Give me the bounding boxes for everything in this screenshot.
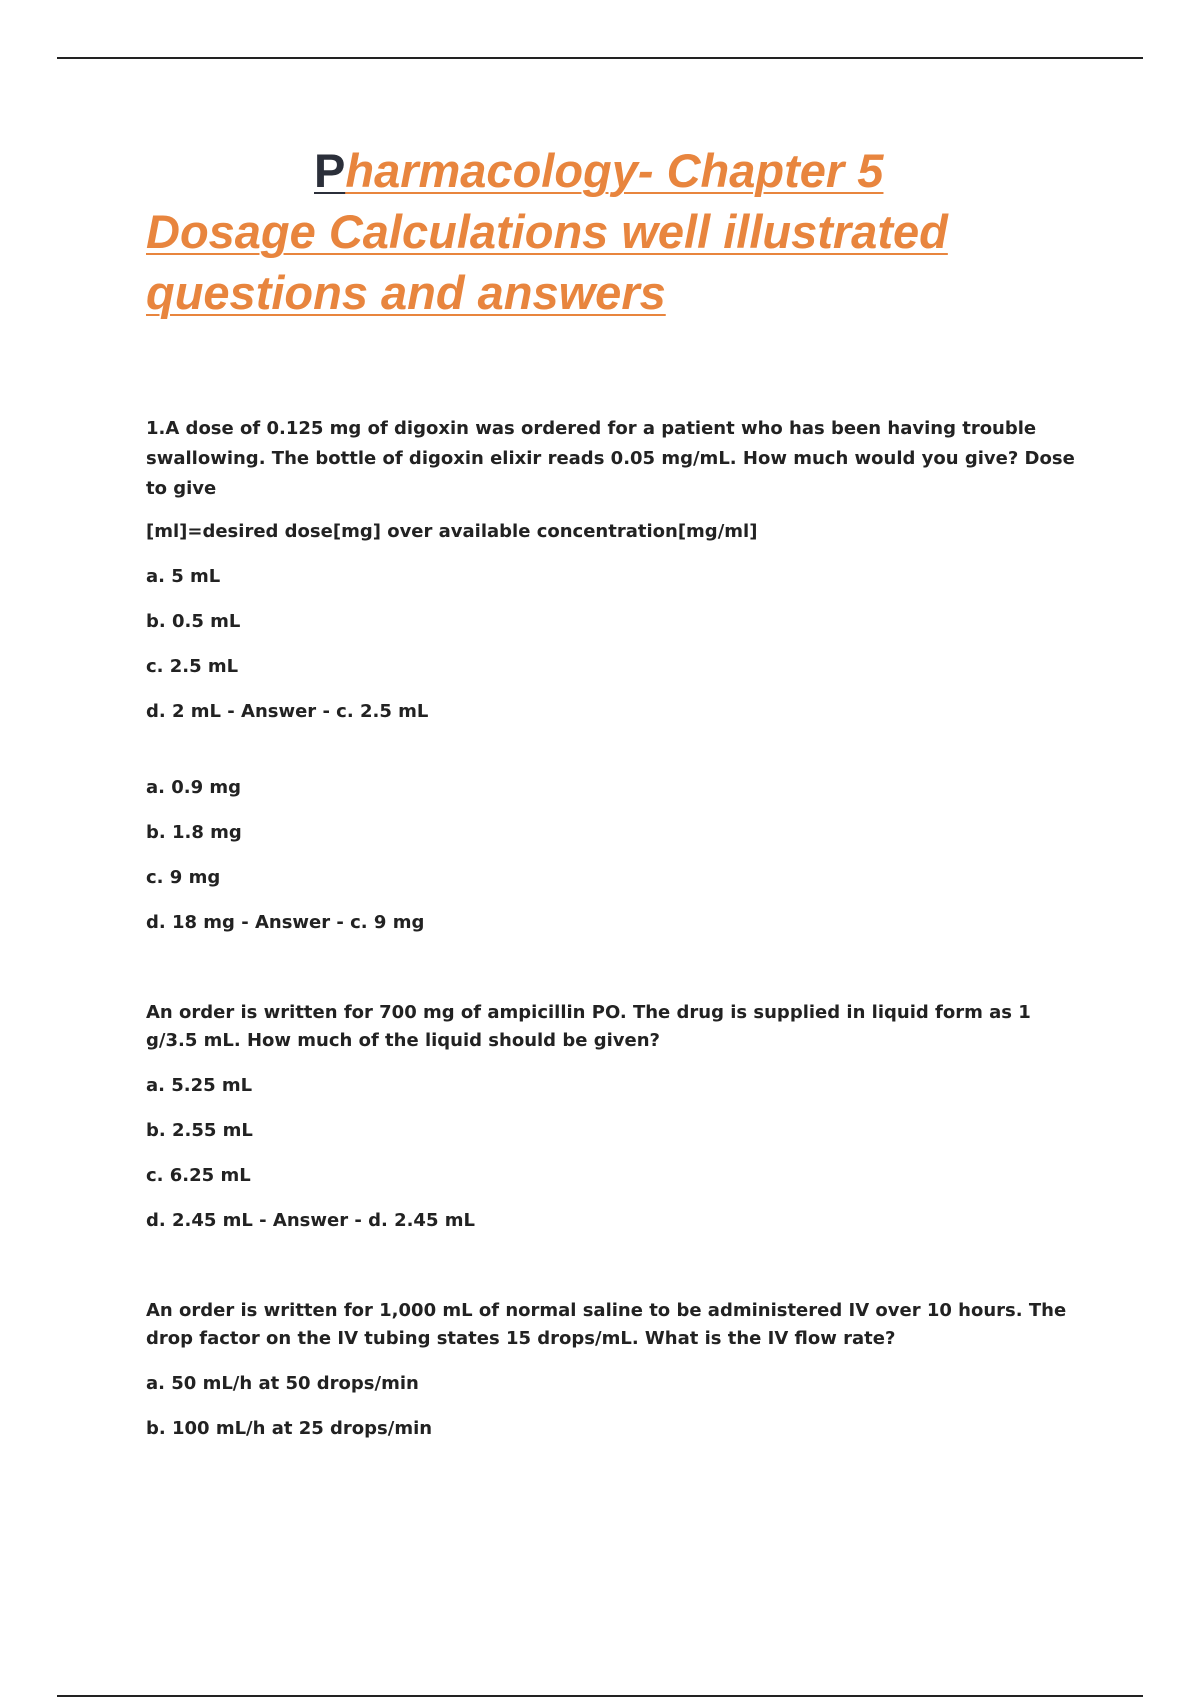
bottom-rule xyxy=(57,1695,1143,1697)
question-3 xyxy=(146,999,1086,1235)
title-line-1-text: harmacology- Chapter 5 xyxy=(345,144,884,197)
top-rule xyxy=(57,57,1143,59)
answer-option-b: b. 2.55 mL xyxy=(146,1120,253,1141)
answer-option-d: d. 2.45 mL - Answer - d. 2.45 mL xyxy=(146,1210,475,1231)
answer-option-a: a. 5.25 mL xyxy=(146,1075,253,1096)
question-list xyxy=(146,414,1086,1443)
title-line-1 xyxy=(146,140,1026,201)
answer-option-a: a. 50 mL/h at 50 drops/min xyxy=(146,1373,419,1394)
title-line-2: Dosage Calculations well illustrated xyxy=(146,205,948,258)
answer-option-c: c. 2.5 mL xyxy=(146,656,239,677)
document-title xyxy=(146,140,1026,323)
answer-option-b: b. 100 mL/h at 25 drops/min xyxy=(146,1418,433,1439)
question-text: An order is written for 1,000 mL of normal saline to be administered IV over 10 hours. The drop factor on the IV tubing states 15 drops/mL. What is the IV flow rate? xyxy=(146,1300,1067,1349)
answer-option-a: a. 0.9 mg xyxy=(146,777,242,798)
answer-option-b: b. 0.5 mL xyxy=(146,611,241,632)
answer-option-d: d. 18 mg - Answer - c. 9 mg xyxy=(146,912,425,933)
answer-option-b: b. 1.8 mg xyxy=(146,822,242,843)
answer-option-c: c. 6.25 mL xyxy=(146,1165,251,1186)
question-formula: [ml]=desired dose[mg] over available concentration[mg/ml] xyxy=(146,521,758,542)
answer-option-c: c. 9 mg xyxy=(146,867,221,888)
question-text: 1.A dose of 0.125 mg of digoxin was ordered for a patient who has been having trouble swallowing. The bottle of digoxin elixir reads 0.05 mg/mL. How much would you give? Dose to give xyxy=(146,418,1075,499)
question-1 xyxy=(146,414,1086,726)
question-4 xyxy=(146,1297,1086,1443)
question-2 xyxy=(146,774,1086,937)
title-initial: P xyxy=(314,144,346,197)
title-line-3: questions and answers xyxy=(146,266,666,319)
answer-option-d: d. 2 mL - Answer - c. 2.5 mL xyxy=(146,701,429,722)
answer-option-a: a. 5 mL xyxy=(146,566,221,587)
question-text: An order is written for 700 mg of ampicillin PO. The drug is supplied in liquid form as 1 g/3.5 mL. How much of the liquid should be given? xyxy=(146,1002,1031,1051)
